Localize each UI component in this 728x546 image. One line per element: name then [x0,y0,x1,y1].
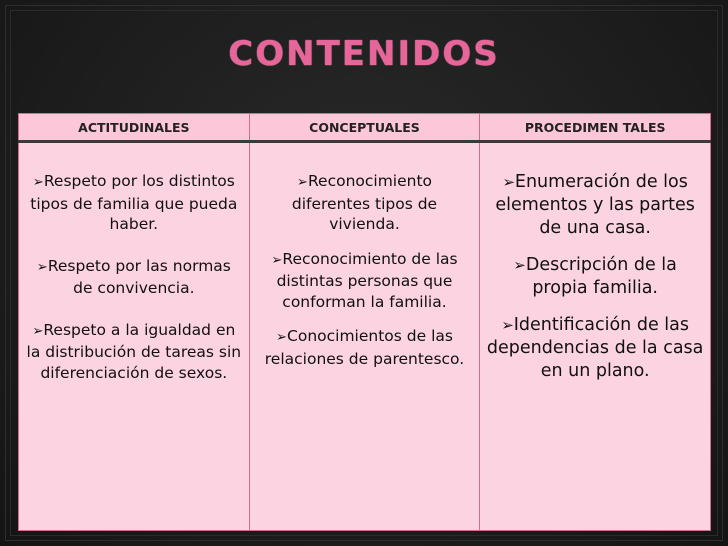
bullet-arrow-icon: ➢ [36,259,48,275]
bullet-arrow-icon: ➢ [32,175,44,190]
list-item: ➢Respeto por los distintos tipos de familia que pueda haber. [30,172,238,233]
header-actitudinales: ACTITUDINALES [19,114,250,142]
bullet-arrow-icon: ➢ [502,173,515,191]
table-row [19,142,711,531]
bullet-arrow-icon: ➢ [501,316,514,334]
cell-procedimentales [480,142,711,531]
header-conceptuales: CONCEPTUALES [249,114,480,142]
cell-actitudinales [19,142,250,531]
contents-table [18,113,711,531]
bullet-arrow-icon: ➢ [275,330,288,345]
header-procedimentales: PROCEDIMEN TALES [480,114,711,142]
list-item: ➢Conocimientos de las relaciones de parentesco. [264,327,465,368]
table-header-row [19,114,711,142]
bullet-arrow-icon: ➢ [271,252,283,268]
bullet-arrow-icon: ➢ [296,175,308,190]
list-item: ➢Reconocimiento diferentes tipos de vivienda. [291,172,438,233]
list-item: ➢Respeto por las normas de convivencia. [36,256,231,297]
list-item: ➢Descripción de la propia familia. [513,255,677,298]
slide-title: CONTENIDOS [228,34,500,74]
bullet-arrow-icon: ➢ [32,323,44,339]
bullet-arrow-icon: ➢ [513,256,526,274]
list-item: ➢Respeto a la igualdad en la distribución de tareas sin diferenciación de sexos. [26,320,242,382]
list-item: ➢Enumeración de los elementos y las partes de una casa. [495,172,695,238]
list-item: ➢Reconocimiento de las distintas personas que conforman la familia. [271,249,458,311]
list-item: ➢Identificación de las dependencias de la casa en un plano. [486,315,704,381]
cell-conceptuales [249,142,480,531]
